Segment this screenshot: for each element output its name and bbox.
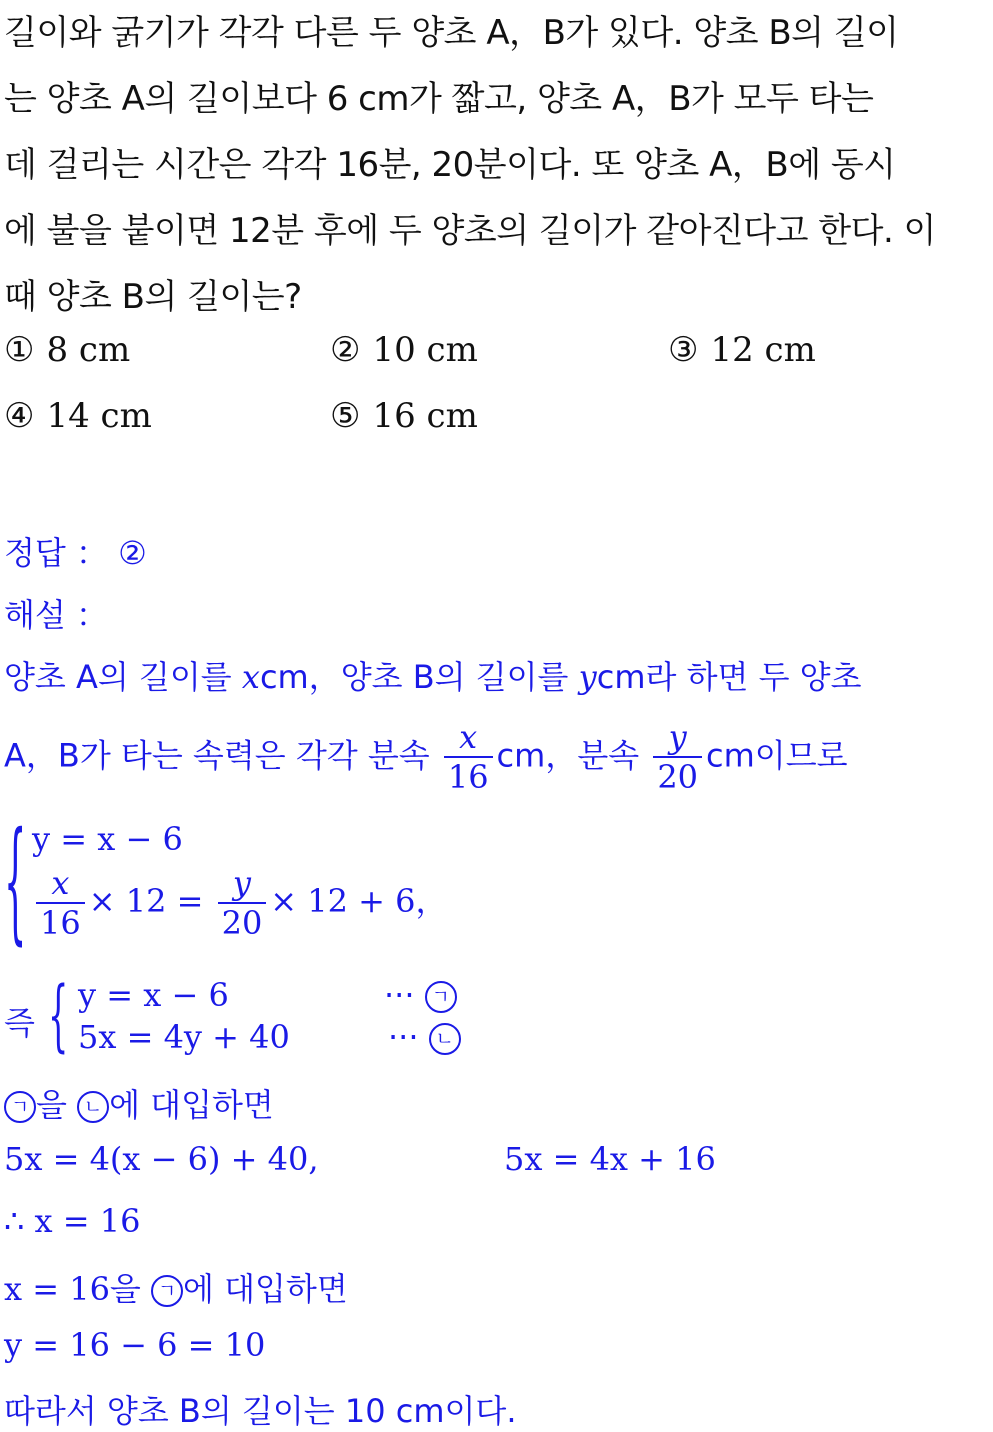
choice-1[interactable] <box>4 330 130 370</box>
choice-number: ③ <box>668 330 699 370</box>
circled-giyeok: ㄱ <box>151 1275 183 1307</box>
text: × 12 + 6 <box>270 881 416 920</box>
system2-eq1: y = x − 6 <box>78 976 229 1014</box>
choice-3[interactable] <box>668 330 816 370</box>
question-line-4: 에 불을 붙이면 12분 후에 두 양초의 길이가 같아진다고 한다. 이 <box>4 211 936 251</box>
denominator: 16 <box>40 904 81 943</box>
numerator: x <box>36 864 85 904</box>
choice-4[interactable] <box>4 396 152 436</box>
system2-eq2: 5x = 4y + 40 <box>78 1018 290 1056</box>
left-brace: { <box>4 806 27 959</box>
question-line-3: 데 걸리는 시간은 각각 16분, 20분이다. 또 양초 A，B에 동시 <box>4 145 896 185</box>
conclusion: 따라서 양초 B의 길이는 10 cm이다. <box>4 1392 517 1430</box>
equation-tag-1 <box>384 976 457 1014</box>
choice-number: ② <box>330 330 361 370</box>
numerator: y <box>218 864 267 904</box>
choice-value: 8 cm <box>46 330 131 370</box>
var-x: x <box>241 658 260 696</box>
explanation-label: 해설 ： <box>4 596 108 634</box>
question-line-1: 길이와 굵기가 각각 다른 두 양초 A，B가 있다. 양초 B의 길이 <box>4 13 899 53</box>
choice-value: 10 cm <box>372 330 478 370</box>
text: cm라 하면 두 양초 <box>596 658 862 696</box>
expansion-right: 5x = 4x + 16 <box>504 1140 716 1178</box>
text: ··· <box>388 1018 419 1056</box>
numerator: x <box>444 718 493 758</box>
fraction-x-over-16 <box>36 864 85 943</box>
text: cm，분속 <box>496 736 640 775</box>
left-brace: { <box>48 972 69 1062</box>
text: 을 <box>36 1086 78 1124</box>
text: cm이므로 <box>706 736 848 775</box>
denominator: 16 <box>447 758 489 797</box>
text: x = 16을 <box>4 1270 152 1308</box>
system1-eq1: y = x − 6 <box>32 820 183 858</box>
choice-value: 16 cm <box>372 396 478 436</box>
back-substitution-step <box>4 1264 348 1310</box>
text: ··· <box>384 976 415 1014</box>
numerator: y <box>653 718 702 758</box>
question-line-5: 때 양초 B의 길이는? <box>4 277 302 317</box>
denominator: 20 <box>657 758 699 797</box>
text: A，B가 타는 속력은 각각 분속 <box>4 736 430 775</box>
question-text <box>4 0 989 330</box>
solution-setup-line <box>4 652 862 698</box>
x-result: ∴ x = 16 <box>4 1202 141 1240</box>
text: 양초 A의 길이를 <box>4 658 242 696</box>
var-y: y <box>578 658 597 696</box>
fraction-y-over-20 <box>653 718 702 797</box>
choice-value: 12 cm <box>710 330 816 370</box>
text: 에 대입하면 <box>109 1086 274 1124</box>
circled-nieun: ㄴ <box>429 1023 461 1055</box>
choice-5[interactable] <box>330 396 478 436</box>
choice-2[interactable] <box>330 330 478 370</box>
text: × 12 = <box>88 881 204 920</box>
equation-tag-2 <box>388 1018 461 1056</box>
choice-number: ⑤ <box>330 396 361 436</box>
answer-value: ② <box>118 534 147 572</box>
choice-number: ① <box>4 330 35 370</box>
text: 에 대입하면 <box>183 1270 348 1308</box>
denominator: 20 <box>221 904 263 943</box>
answer-label: 정답 ： <box>4 534 108 572</box>
answer-line <box>4 528 147 574</box>
circled-giyeok: ㄱ <box>425 981 457 1013</box>
circled-giyeok: ㄱ <box>4 1091 36 1123</box>
system2-prefix: 즉 <box>4 1004 35 1042</box>
question-line-2: 는 양초 A의 길이보다 6 cm가 짧고, 양초 A，B가 모두 타는 <box>4 79 874 119</box>
fraction-x-over-16 <box>444 718 493 797</box>
expansion-left: 5x = 4(x − 6) + 40, <box>4 1140 319 1178</box>
y-result: y = 16 − 6 = 10 <box>4 1326 266 1364</box>
choice-value: 14 cm <box>46 396 152 436</box>
text: cm，양초 B의 길이를 <box>259 658 579 696</box>
speed-line <box>4 718 848 797</box>
answer-choices <box>4 322 989 454</box>
choice-number: ④ <box>4 396 35 436</box>
substitution-step <box>4 1080 274 1126</box>
system1-eq2 <box>32 864 448 943</box>
circled-nieun: ㄴ <box>77 1091 109 1123</box>
text: ， <box>415 881 448 920</box>
fraction-y-over-20 <box>218 864 267 943</box>
